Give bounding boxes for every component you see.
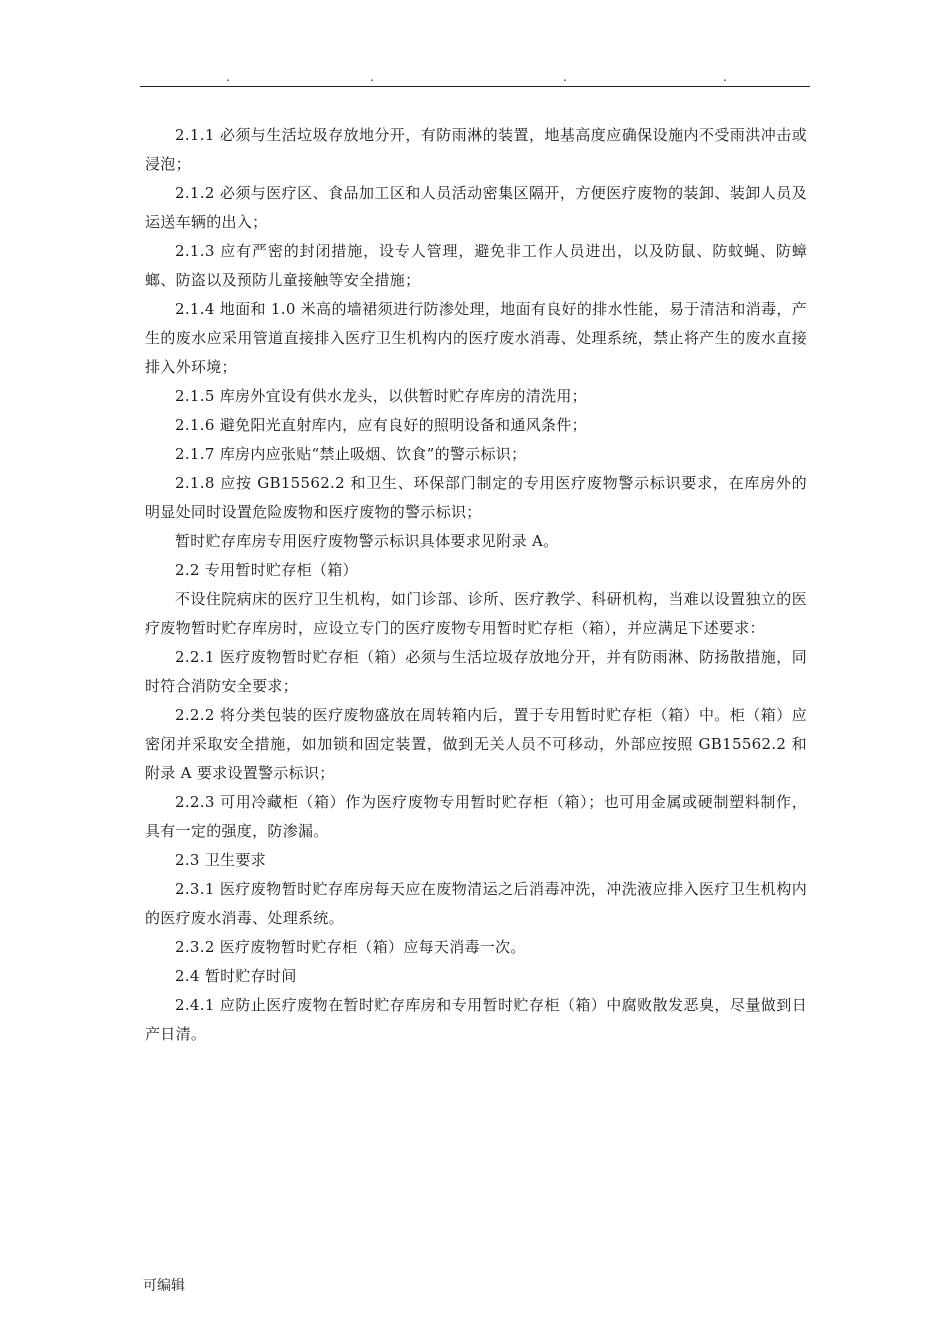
header-dot: . xyxy=(226,70,230,84)
header-dot: . xyxy=(563,70,567,84)
paragraph-2-3-2: 2.3.2 医疗废物暂时贮存柜（箱）应每天消毒一次。 xyxy=(175,938,526,956)
paragraph-2-2-3: 2.2.3 可用冷藏柜（箱）作为医疗废物专用暂时贮存柜（箱）；也可用金属或硬制塑料制作，具有一定的强度，防渗漏。 xyxy=(145,793,807,840)
paragraph-2-1-5: 2.1.5 库房外宜设有供水龙头，以供暂时贮存库房的清洗用； xyxy=(175,387,587,405)
paragraph-2-1-3: 2.1.3 应有严密的封闭措施，设专人管理，避免非工作人员进出，以及防鼠、防蚊蝇、防蟑螂、防盗以及预防儿童接触等安全措施； xyxy=(145,242,807,289)
paragraph-2-1-1: 2.1.1 必须与生活垃圾存放地分开，有防雨淋的装置，地基高度应确保设施内不受雨洪冲击或浸泡； xyxy=(145,126,807,173)
paragraph-2-1-4: 2.1.4 地面和 1.0 米高的墙裙须进行防渗处理，地面有良好的排水性能，易于清洁和消毒，产生的废水应采用管道直接排入医疗卫生机构内的医疗废水消毒、处理系统，禁止将产生的废水直接排入外环境； xyxy=(145,300,807,376)
paragraph-2-3-1: 2.3.1 医疗废物暂时贮存库房每天应在废物清运之后消毒冲洗，冲洗液应排入医疗卫生机构内的医疗废水消毒、处理系统。 xyxy=(145,880,807,927)
paragraph-2-2-intro: 不设住院病床的医疗卫生机构，如门诊部、诊所、医疗教学、科研机构，当难以设置独立的医疗废物暂时贮存库房时，应设立专门的医疗废物专用暂时贮存柜（箱），并应满足下述要求： xyxy=(145,590,807,637)
header-rule xyxy=(140,86,810,87)
footer-editable-label: 可编辑 xyxy=(143,1278,185,1294)
document-body xyxy=(145,121,807,1049)
paragraph-2-2-1: 2.2.1 医疗废物暂时贮存柜（箱）必须与生活垃圾存放地分开，并有防雨淋、防扬散措施，同时符合消防安全要求； xyxy=(145,648,807,695)
section-heading-2-4: 2.4 暂时贮存时间 xyxy=(175,967,297,985)
header-dots xyxy=(140,70,810,84)
header-dot: . xyxy=(723,70,727,84)
section-heading-2-3: 2.3 卫生要求 xyxy=(175,851,267,869)
paragraph-2-1-6: 2.1.6 避免阳光直射库内，应有良好的照明设备和通风条件； xyxy=(175,416,587,434)
paragraph-2-1-2: 2.1.2 必须与医疗区、食品加工区和人员活动密集区隔开，方便医疗废物的装卸、装卸人员及运送车辆的出入； xyxy=(145,184,807,231)
paragraph-2-2-2: 2.2.2 将分类包装的医疗废物盛放在周转箱内后，置于专用暂时贮存柜（箱）中。柜（箱）应密闭并采取安全措施，如加锁和固定装置，做到无关人员不可移动，外部应按照 GB15562.2 和附录 A 要求设置警示标识； xyxy=(145,706,807,782)
header-dot: . xyxy=(370,70,374,84)
paragraph-appendix-note: 暂时贮存库房专用医疗废物警示标识具体要求见附录 A。 xyxy=(175,532,559,550)
paragraph-2-1-7: 2.1.7 库房内应张贴“禁止吸烟、饮食”的警示标识； xyxy=(175,445,527,463)
paragraph-2-4-1: 2.4.1 应防止医疗废物在暂时贮存库房和专用暂时贮存柜（箱）中腐败散发恶臭，尽量做到日产日清。 xyxy=(145,996,807,1043)
paragraph-2-1-8: 2.1.8 应按 GB15562.2 和卫生、环保部门制定的专用医疗废物警示标识要求，在库房外的明显处同时设置危险废物和医疗废物的警示标识； xyxy=(145,474,807,521)
section-heading-2-2: 2.2 专用暂时贮存柜（箱） xyxy=(175,561,358,579)
